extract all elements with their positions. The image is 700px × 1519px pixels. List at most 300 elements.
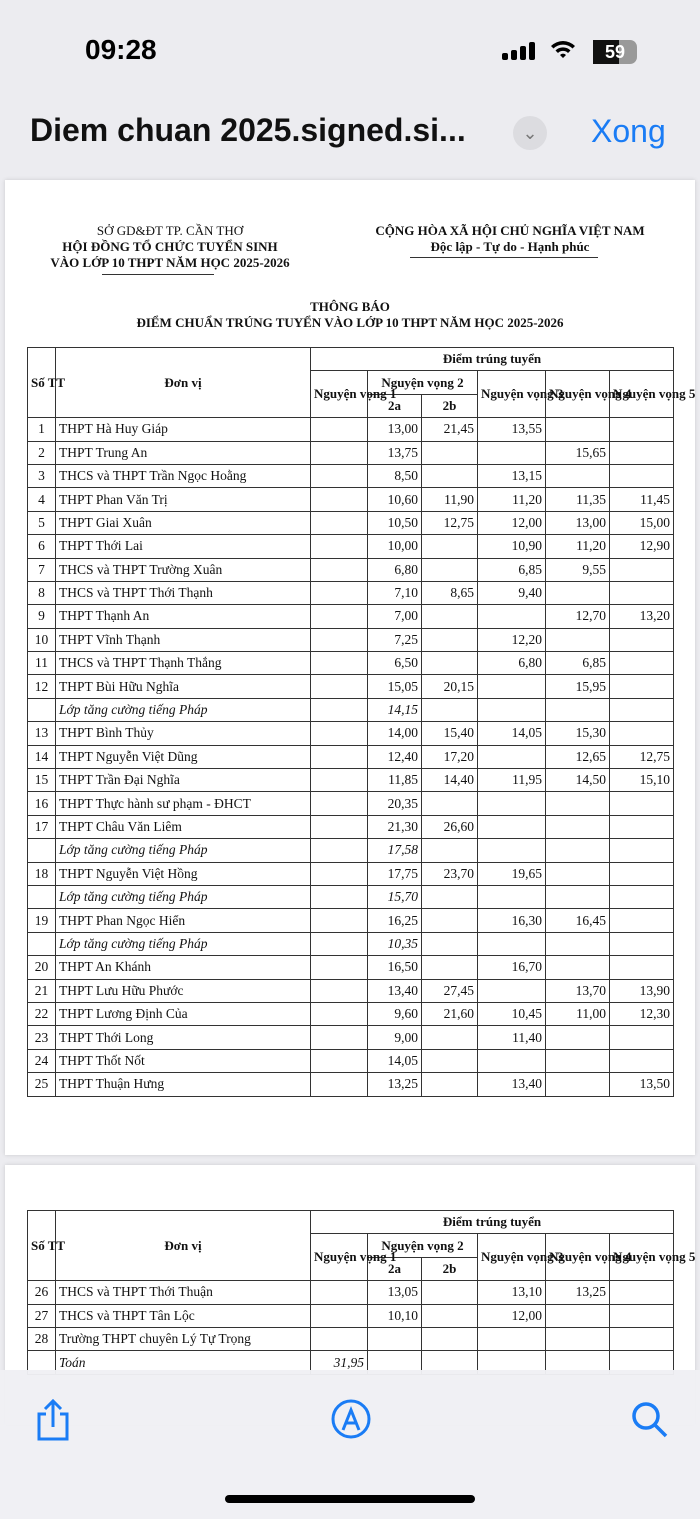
cell-nv2a: 13,00 (368, 418, 422, 441)
notice-subtitle: ĐIỂM CHUẨN TRÚNG TUYỂN VÀO LỚP 10 THPT NĂM HỌC 2025-2026 (136, 315, 564, 330)
cell-stt (28, 698, 56, 721)
cell-nv4: 11,20 (546, 535, 610, 558)
cell-nv4 (546, 1049, 610, 1072)
cell-nv2a: 11,85 (368, 769, 422, 792)
cell-nv5 (610, 1327, 674, 1350)
cell-unit: THCS và THPT Thới Thuận (56, 1281, 311, 1304)
table-row (28, 769, 674, 792)
header-nv2: Nguyện vọng 2 (368, 1234, 478, 1257)
cell-nv1 (311, 652, 368, 675)
cell-nv2a: 9,00 (368, 1026, 422, 1049)
cell-unit: THPT Hà Huy Giáp (56, 418, 311, 441)
cell-stt: 28 (28, 1327, 56, 1350)
cell-nv5: 15,00 (610, 511, 674, 534)
cell-nv3: 11,20 (478, 488, 546, 511)
motto: Độc lập - Tự do - Hạnh phúc (430, 239, 590, 254)
cell-nv2a: 14,05 (368, 1049, 422, 1072)
cell-unit: THPT Nguyễn Việt Hồng (56, 862, 311, 885)
cell-nv4: 15,65 (546, 441, 610, 464)
cell-nv1 (311, 815, 368, 838)
cell-nv1 (311, 1049, 368, 1072)
table-row (28, 792, 674, 815)
cell-unit: THCS và THPT Trường Xuân (56, 558, 311, 581)
cell-nv2b: 8,65 (422, 581, 478, 604)
cell-nv3: 10,45 (478, 1002, 546, 1025)
cell-stt: 18 (28, 862, 56, 885)
cell-nv4 (546, 956, 610, 979)
cell-stt: 4 (28, 488, 56, 511)
cell-nv2a: 15,70 (368, 885, 422, 908)
cell-nv2b: 21,60 (422, 1002, 478, 1025)
cell-nv3: 16,70 (478, 956, 546, 979)
cell-nv3 (478, 441, 546, 464)
cell-nv4 (546, 464, 610, 487)
cell-nv3 (478, 1049, 546, 1072)
cell-nv1 (311, 488, 368, 511)
cell-nv3 (478, 839, 546, 862)
cell-nv1 (311, 1073, 368, 1096)
cell-nv2b: 26,60 (422, 815, 478, 838)
cell-nv2a: 17,75 (368, 862, 422, 885)
cell-nv5 (610, 839, 674, 862)
cell-stt (28, 932, 56, 955)
cell-nv5: 13,90 (610, 979, 674, 1002)
cell-nv5: 12,30 (610, 1002, 674, 1025)
cell-nv5 (610, 885, 674, 908)
cell-nv2a: 10,35 (368, 932, 422, 955)
cell-nv5 (610, 815, 674, 838)
cell-nv5 (610, 722, 674, 745)
cell-nv2b: 17,20 (422, 745, 478, 768)
cell-nv3: 6,85 (478, 558, 546, 581)
divider (410, 257, 598, 258)
cell-nv3: 13,15 (478, 464, 546, 487)
cell-nv4 (546, 1073, 610, 1096)
cell-nv4: 13,70 (546, 979, 610, 1002)
battery-icon (593, 40, 637, 64)
header-nv2b: 2b (422, 1257, 478, 1280)
cell-stt: 21 (28, 979, 56, 1002)
header-nv4: Nguyện vọng 4 (546, 1234, 610, 1281)
header-nv5: Nguyện vọng 5 (610, 1234, 674, 1281)
table-row (28, 558, 674, 581)
cell-stt: 19 (28, 909, 56, 932)
share-icon[interactable] (34, 1398, 72, 1447)
cell-nv1 (311, 511, 368, 534)
table-row (28, 839, 674, 862)
cell-nv4 (546, 932, 610, 955)
cell-stt (28, 839, 56, 862)
cell-nv1 (311, 722, 368, 745)
cell-nv2b (422, 1026, 478, 1049)
cell-nv2b (422, 839, 478, 862)
cell-nv2b: 12,75 (422, 511, 478, 534)
cell-nv2a: 13,75 (368, 441, 422, 464)
cell-unit: THPT Phan Ngọc Hiển (56, 909, 311, 932)
cell-unit: THPT Vĩnh Thạnh (56, 628, 311, 651)
header-nv5: Nguyện vọng 5 (610, 371, 674, 418)
search-icon[interactable] (630, 1400, 670, 1445)
cell-stt: 17 (28, 815, 56, 838)
cell-nv3 (478, 932, 546, 955)
table-row (28, 1304, 674, 1327)
cell-nv5 (610, 932, 674, 955)
markup-pen-icon[interactable] (330, 1398, 372, 1445)
cell-nv2b (422, 652, 478, 675)
cell-nv1 (311, 675, 368, 698)
status-bar (0, 0, 700, 100)
cell-nv3: 13,55 (478, 418, 546, 441)
cell-unit: THCS và THPT Thới Thạnh (56, 581, 311, 604)
cell-stt: 7 (28, 558, 56, 581)
header-nv2a: 2a (368, 1257, 422, 1280)
cell-nv4 (546, 862, 610, 885)
cell-stt: 15 (28, 769, 56, 792)
cell-nv1 (311, 628, 368, 651)
cell-nv5 (610, 909, 674, 932)
header-row (28, 348, 674, 371)
home-indicator[interactable] (225, 1495, 475, 1503)
cell-nv5: 12,75 (610, 745, 674, 768)
table-row (28, 1281, 674, 1304)
cell-stt: 9 (28, 605, 56, 628)
cell-nv1 (311, 932, 368, 955)
cell-nv1 (311, 769, 368, 792)
cell-nv2b: 23,70 (422, 862, 478, 885)
cell-unit: THCS và THPT Trần Ngọc Hoằng (56, 464, 311, 487)
cell-nv3: 10,90 (478, 535, 546, 558)
cell-nv3: 19,65 (478, 862, 546, 885)
table-row (28, 862, 674, 885)
cell-nv2b (422, 792, 478, 815)
cell-nv1 (311, 745, 368, 768)
cell-nv5 (610, 464, 674, 487)
cell-nv2a: 13,40 (368, 979, 422, 1002)
cell-nv3: 13,10 (478, 1281, 546, 1304)
cell-nv4: 15,95 (546, 675, 610, 698)
cell-unit: Lớp tăng cường tiếng Pháp (56, 839, 311, 862)
cell-nv4: 6,85 (546, 652, 610, 675)
cell-nv2b (422, 464, 478, 487)
cell-unit: Lớp tăng cường tiếng Pháp (56, 932, 311, 955)
table-row (28, 464, 674, 487)
cell-unit: THPT Nguyễn Việt Dũng (56, 745, 311, 768)
header-nv2b: 2b (422, 394, 478, 417)
cell-nv4: 13,25 (546, 1281, 610, 1304)
cell-nv2b (422, 1073, 478, 1096)
cell-stt: 13 (28, 722, 56, 745)
cell-nv5 (610, 558, 674, 581)
cell-stt: 5 (28, 511, 56, 534)
cell-stt: 6 (28, 535, 56, 558)
cell-stt: 2 (28, 441, 56, 464)
cell-unit: THCS và THPT Thạnh Thắng (56, 652, 311, 675)
table-row (28, 932, 674, 955)
cell-nv3 (478, 792, 546, 815)
header-row (28, 1211, 674, 1234)
table-row (28, 511, 674, 534)
cell-stt: 22 (28, 1002, 56, 1025)
cell-stt: 24 (28, 1049, 56, 1072)
cell-stt: 16 (28, 792, 56, 815)
cell-nv2b (422, 698, 478, 721)
header-stt: Số TT (28, 348, 56, 418)
cell-unit: Toán (56, 1351, 311, 1374)
cell-unit: Lớp tăng cường tiếng Pháp (56, 885, 311, 908)
cell-nv2a: 14,15 (368, 698, 422, 721)
cell-nv2b (422, 441, 478, 464)
pdf-page-1 (5, 180, 695, 1155)
table-row (28, 1073, 674, 1096)
done-button[interactable]: Xong (591, 113, 666, 149)
cell-nv1 (311, 909, 368, 932)
cell-unit: THPT Thới Long (56, 1026, 311, 1049)
cell-nv4 (546, 792, 610, 815)
cell-nv5 (610, 956, 674, 979)
cell-nv5 (610, 1304, 674, 1327)
cell-nv3: 11,95 (478, 769, 546, 792)
cell-nv2a: 7,10 (368, 581, 422, 604)
cell-nv4 (546, 581, 610, 604)
table-row (28, 581, 674, 604)
cell-nv2a: 17,58 (368, 839, 422, 862)
header-nv2a: 2a (368, 394, 422, 417)
cell-nv1 (311, 558, 368, 581)
table-row (28, 698, 674, 721)
table-row (28, 745, 674, 768)
cell-unit: THPT Thực hành sư phạm - ĐHCT (56, 792, 311, 815)
cell-unit: THCS và THPT Tân Lộc (56, 1304, 311, 1327)
cell-nv2a: 14,00 (368, 722, 422, 745)
cell-unit: THPT Thạnh An (56, 605, 311, 628)
cell-nv3 (478, 605, 546, 628)
cell-nv2a: 16,50 (368, 956, 422, 979)
table-row (28, 979, 674, 1002)
table-row (28, 628, 674, 651)
cell-nv1: 31,95 (311, 1351, 368, 1374)
cell-nv2b (422, 1304, 478, 1327)
cell-nv5: 15,10 (610, 769, 674, 792)
cell-nv2b (422, 909, 478, 932)
cell-nv1 (311, 1281, 368, 1304)
cell-nv4: 15,30 (546, 722, 610, 745)
table-row (28, 815, 674, 838)
cell-nv3 (478, 815, 546, 838)
header-nv1: Nguyện vọng 1 (311, 1234, 368, 1281)
cell-nv5 (610, 418, 674, 441)
table-row (28, 418, 674, 441)
cell-nv2b (422, 1049, 478, 1072)
table-row (28, 1002, 674, 1025)
cell-nv2b: 11,90 (422, 488, 478, 511)
cellular-signal-icon (502, 42, 535, 60)
cell-nv2a: 6,50 (368, 652, 422, 675)
table-row (28, 1049, 674, 1072)
document-title: Diem chuan 2025.signed.si... (30, 112, 466, 148)
cell-nv3: 16,30 (478, 909, 546, 932)
table-row (28, 909, 674, 932)
cell-unit: THPT Trần Đại Nghĩa (56, 769, 311, 792)
cell-nv5 (610, 1026, 674, 1049)
cell-nv2a: 10,50 (368, 511, 422, 534)
header-nv2: Nguyện vọng 2 (368, 371, 478, 394)
cell-nv2b (422, 932, 478, 955)
cell-nv1 (311, 605, 368, 628)
table-row (28, 1327, 674, 1350)
cell-nv2b (422, 956, 478, 979)
cell-nv5 (610, 698, 674, 721)
header-unit: Đơn vị (56, 348, 311, 418)
cell-stt: 25 (28, 1073, 56, 1096)
cell-nv3: 9,40 (478, 581, 546, 604)
divider (102, 274, 214, 275)
cell-nv1 (311, 418, 368, 441)
table-row (28, 885, 674, 908)
cell-nv2a: 20,35 (368, 792, 422, 815)
cell-nv4 (546, 1026, 610, 1049)
cell-nv4 (546, 839, 610, 862)
scores-table-page-1 (27, 347, 696, 1097)
cell-nv5: 13,50 (610, 1073, 674, 1096)
table-row (28, 488, 674, 511)
cell-nv3 (478, 1327, 546, 1350)
cell-nv2b (422, 885, 478, 908)
cell-nv4 (546, 698, 610, 721)
cell-nv2a: 13,05 (368, 1281, 422, 1304)
cell-nv3 (478, 885, 546, 908)
cell-nv1 (311, 535, 368, 558)
cell-nv4 (546, 815, 610, 838)
table-row (28, 535, 674, 558)
cell-nv2a: 9,60 (368, 1002, 422, 1025)
cell-nv2b: 14,40 (422, 769, 478, 792)
cell-stt: 12 (28, 675, 56, 698)
cell-nv2a: 6,80 (368, 558, 422, 581)
cell-nv2b (422, 1327, 478, 1350)
cell-nv5: 13,20 (610, 605, 674, 628)
table-row (28, 605, 674, 628)
cell-unit: THPT Phan Văn Trị (56, 488, 311, 511)
cell-nv3: 11,40 (478, 1026, 546, 1049)
cell-nv5 (610, 792, 674, 815)
header-stt: Số TT (28, 1211, 56, 1281)
cell-nv1 (311, 885, 368, 908)
cell-nv2a: 16,25 (368, 909, 422, 932)
cell-unit: THPT Trung An (56, 441, 311, 464)
cell-stt: 8 (28, 581, 56, 604)
header-nv3: Nguyện vọng 3 (478, 371, 546, 418)
cell-nv2a: 12,40 (368, 745, 422, 768)
cell-nv1 (311, 862, 368, 885)
scores-table-page-2 (27, 1210, 696, 1375)
cell-nv2b: 15,40 (422, 722, 478, 745)
table-row (28, 1026, 674, 1049)
cell-nv2a: 7,25 (368, 628, 422, 651)
cell-nv5 (610, 581, 674, 604)
cell-nv4 (546, 628, 610, 651)
cell-nv2a: 8,50 (368, 464, 422, 487)
cell-nv5 (610, 1049, 674, 1072)
cell-nv2a: 15,05 (368, 675, 422, 698)
cell-nv2a: 13,25 (368, 1073, 422, 1096)
header-nv3: Nguyện vọng 3 (478, 1234, 546, 1281)
header-unit: Đơn vị (56, 1211, 311, 1281)
cell-nv1 (311, 581, 368, 604)
cell-unit: THPT Lương Định Của (56, 1002, 311, 1025)
wifi-icon (550, 38, 576, 67)
cell-nv1 (311, 698, 368, 721)
cell-unit: THPT An Khánh (56, 956, 311, 979)
cell-stt: 1 (28, 418, 56, 441)
cell-nv3: 12,00 (478, 511, 546, 534)
cell-nv3 (478, 745, 546, 768)
cell-nv2b (422, 605, 478, 628)
cell-nv2a: 10,60 (368, 488, 422, 511)
table-row (28, 956, 674, 979)
cell-stt: 10 (28, 628, 56, 651)
cell-nv1 (311, 1304, 368, 1327)
cell-nv2a (368, 1327, 422, 1350)
cell-nv2a: 10,00 (368, 535, 422, 558)
cell-nv4: 11,00 (546, 1002, 610, 1025)
cell-stt: 23 (28, 1026, 56, 1049)
cell-stt (28, 885, 56, 908)
cell-unit: THPT Thuận Hưng (56, 1073, 311, 1096)
cell-nv4: 16,45 (546, 909, 610, 932)
cell-nv3: 12,20 (478, 628, 546, 651)
cell-nv5 (610, 628, 674, 651)
cell-unit: Trường THPT chuyên Lý Tự Trọng (56, 1327, 311, 1350)
cell-nv1 (311, 1327, 368, 1350)
cell-stt: 11 (28, 652, 56, 675)
cell-unit: THPT Giai Xuân (56, 511, 311, 534)
header-score: Điểm trúng tuyển (311, 1211, 674, 1234)
cell-nv5 (610, 1281, 674, 1304)
cell-nv3 (478, 698, 546, 721)
cell-nv4: 12,65 (546, 745, 610, 768)
cell-nv1 (311, 979, 368, 1002)
cell-nv3: 13,40 (478, 1073, 546, 1096)
cell-stt: 27 (28, 1304, 56, 1327)
cell-nv1 (311, 1026, 368, 1049)
cell-nv2b (422, 628, 478, 651)
cell-nv4: 13,00 (546, 511, 610, 534)
cell-nv2a: 10,10 (368, 1304, 422, 1327)
cell-nv4: 14,50 (546, 769, 610, 792)
cell-nv1 (311, 792, 368, 815)
cell-unit: THPT Châu Văn Liêm (56, 815, 311, 838)
cell-unit: THPT Thốt Nốt (56, 1049, 311, 1072)
cell-nv2b (422, 1281, 478, 1304)
cell-unit: Lớp tăng cường tiếng Pháp (56, 698, 311, 721)
dept-name: SỞ GD&ĐT TP. CẦN THƠ (96, 223, 244, 238)
council-year: VÀO LỚP 10 THPT NĂM HỌC 2025-2026 (50, 255, 290, 270)
cell-nv3: 6,80 (478, 652, 546, 675)
cell-nv4: 9,55 (546, 558, 610, 581)
table-row (28, 675, 674, 698)
title-menu-chevron-down-icon[interactable]: ⌄ (513, 116, 547, 150)
cell-unit: THPT Bùi Hữu Nghĩa (56, 675, 311, 698)
cell-nv5 (610, 441, 674, 464)
cell-nv2b: 21,45 (422, 418, 478, 441)
cell-nv2b: 27,45 (422, 979, 478, 1002)
cell-nv3: 14,05 (478, 722, 546, 745)
cell-stt: 20 (28, 956, 56, 979)
cell-unit: THPT Bình Thủy (56, 722, 311, 745)
clock: 09:28 (85, 34, 157, 65)
header-score: Điểm trúng tuyển (311, 348, 674, 371)
cell-nv2a: 7,00 (368, 605, 422, 628)
